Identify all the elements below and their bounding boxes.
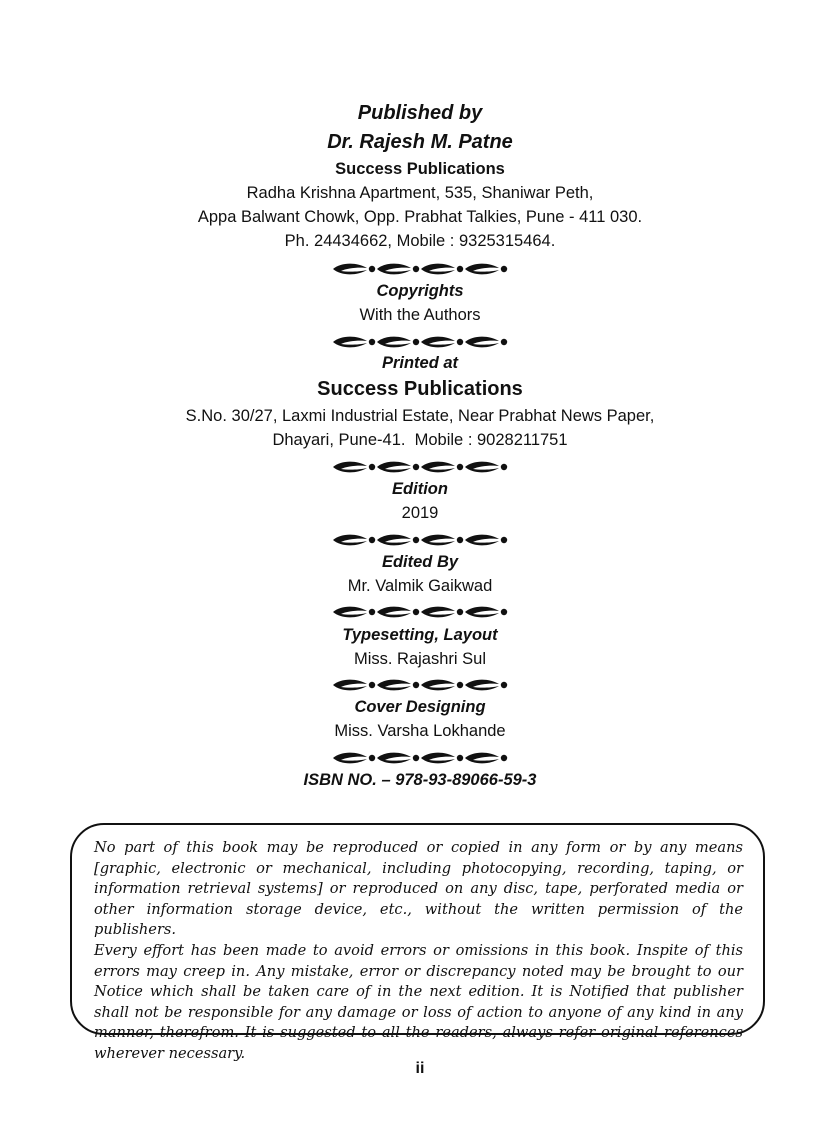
ornament-divider-icon — [0, 533, 840, 547]
ornament-divider-icon — [0, 678, 840, 692]
edited-by-heading: Edited By — [381, 553, 459, 571]
printer-address-line2: Dhayari, Pune-41. Mobile : 9028211751 — [272, 431, 568, 449]
copyrights-heading: Copyrights — [376, 282, 464, 300]
typesetting-heading: Typesetting, Layout — [342, 626, 498, 644]
notice-paragraph-errors: Every effort has been made to avoid errors or omissions in this book. Inspite of this errors may creep in. Any mistake, error or discrepancy noted may be brought to our Notice which shall be taken care of in the next edition. It is Notified that publisher shall not be responsible for any damage or loss of action to anyone of any kind in any manner, therefrom. It is suggested to all the readers, always refer original references wherever necessary. — [94, 941, 743, 1062]
typesetting-value: Miss. Rajashri Sul — [353, 650, 487, 668]
page-number: ii — [415, 1060, 425, 1077]
copyrights-value: With the Authors — [359, 306, 481, 324]
ornament-divider-icon — [0, 605, 840, 619]
ornament-divider-icon — [0, 262, 840, 276]
copyright-notice-box — [70, 823, 765, 1062]
cover-heading: Cover Designing — [354, 698, 486, 716]
publisher-address-line1: Radha Krishna Apartment, 535, Shaniwar Peth, — [246, 184, 594, 202]
printer-address-line1: S.No. 30/27, Laxmi Industrial Estate, Near Prabhat News Paper, — [185, 407, 655, 425]
publisher-name: Dr. Rajesh M. Patne — [327, 131, 513, 153]
ornament-divider-icon — [0, 460, 840, 474]
isbn: ISBN NO. – 978-93-89066-59-3 — [303, 771, 537, 789]
ornament-divider-icon — [0, 335, 840, 349]
edition-value: 2019 — [401, 504, 439, 522]
publisher-company: Success Publications — [335, 160, 505, 178]
edited-by-value: Mr. Valmik Gaikwad — [347, 577, 493, 595]
ornament-divider-icon — [0, 751, 840, 765]
printed-at-heading: Printed at — [381, 354, 459, 372]
publisher-phone: Ph. 24434662, Mobile : 9325315464. — [284, 232, 556, 250]
published-by-heading: Published by — [357, 102, 483, 124]
printer-company: Success Publications — [317, 378, 523, 400]
publisher-address-line2: Appa Balwant Chowk, Opp. Prabhat Talkies, Pune - 411 030. — [197, 208, 643, 226]
cover-value: Miss. Varsha Lokhande — [334, 722, 506, 740]
notice-paragraph-reproduction: No part of this book may be reproduced or copied in any form or by any means [graphic, electronic or mechanical, including photocopying, recording, taping, or information retrieval systems] or reproduced on any disc, tape, perforated media or other information storage device, etc., without the written permission of the publishers. — [94, 839, 743, 939]
edition-heading: Edition — [392, 480, 448, 498]
